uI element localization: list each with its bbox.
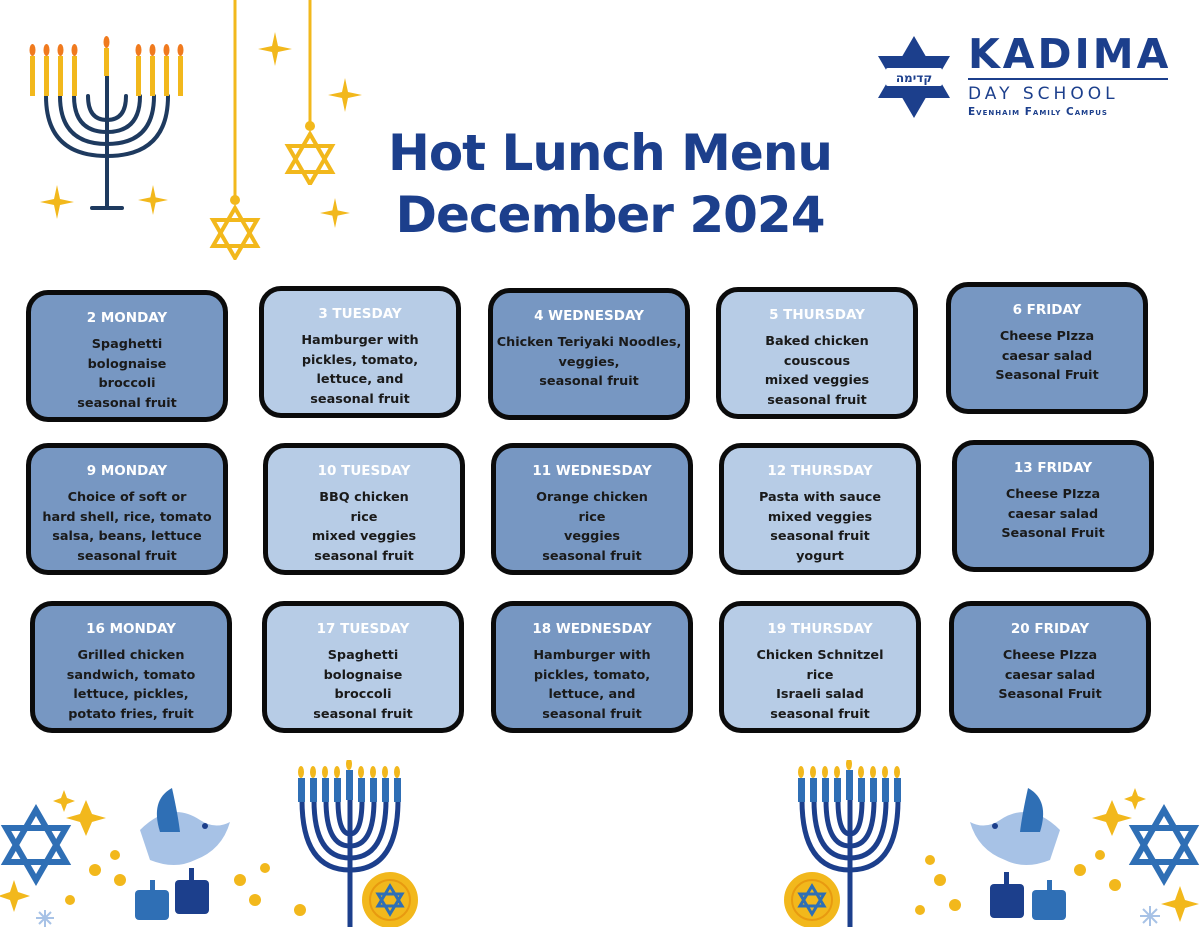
menu-item: seasonal fruit — [313, 706, 413, 722]
menu-item: seasonal fruit — [767, 392, 867, 408]
menu-day-card — [262, 601, 464, 733]
menu-items — [957, 485, 1149, 544]
menu-item: veggies — [563, 529, 621, 544]
menu-item: Chicken Teriyaki Noodles, — [496, 335, 682, 350]
sparkle-icon — [1092, 800, 1132, 836]
menu-day-card — [263, 443, 465, 575]
menu-day-card — [30, 601, 232, 733]
page-title — [330, 122, 890, 246]
star-of-david-icon — [1134, 810, 1194, 880]
sparkle-icon — [40, 185, 74, 219]
hanukkah-decoration-right — [780, 760, 1200, 927]
menu-item: BBQ chicken — [319, 490, 409, 505]
menu-item: Choice of soft or — [67, 490, 187, 505]
menu-item: veggies, — [558, 354, 620, 370]
menu-item: pickles, tomato, — [301, 352, 419, 368]
menu-day-card — [491, 601, 693, 733]
menu-item: Hamburger with — [301, 333, 419, 348]
logo-campus: Evenhaim Family Campus — [968, 106, 1108, 118]
menu-item: seasonal fruit — [310, 391, 410, 407]
menu-item: caesar salad — [1001, 348, 1093, 364]
menu-item: seasonal fruit — [542, 548, 642, 564]
menu-item: Spaghetti — [91, 337, 163, 352]
menu-items — [496, 488, 688, 566]
dreidel-icon — [990, 872, 1066, 920]
menu-item: rice — [350, 509, 378, 525]
menu-items — [954, 646, 1146, 705]
menu-day-card — [719, 443, 921, 575]
logo-subtitle: DAY SCHOOL — [968, 84, 1119, 104]
menu-item: pickles, tomato, — [533, 667, 651, 683]
star-of-david-icon — [6, 810, 66, 880]
menu-item: Seasonal Fruit — [998, 687, 1102, 702]
dove-icon — [140, 788, 230, 865]
star-of-david-icon — [205, 0, 265, 260]
menu-item: mixed veggies — [311, 529, 417, 544]
day-label: 10 TUESDAY — [317, 463, 411, 479]
menu-item: couscous — [783, 353, 851, 369]
hanukkah-decoration-left — [0, 760, 420, 927]
menu-item: caesar salad — [1004, 667, 1096, 683]
menu-items — [31, 488, 223, 566]
menu-item: rice — [806, 667, 834, 683]
menu-items — [496, 646, 688, 724]
day-label: 6 FRIDAY — [1012, 302, 1082, 318]
day-label: 13 FRIDAY — [1013, 460, 1093, 476]
menu-day-card — [26, 290, 228, 422]
title-line-1: Hot Lunch Menu — [387, 124, 833, 182]
menu-item: Seasonal Fruit — [1001, 526, 1105, 541]
coin-icon — [362, 872, 418, 927]
menu-items — [724, 488, 916, 566]
menu-item: Baked chicken — [765, 334, 869, 349]
menu-day-card — [949, 601, 1151, 733]
menu-item: Grilled chicken — [77, 648, 185, 663]
menu-items — [493, 333, 685, 392]
menu-item: seasonal fruit — [77, 395, 177, 411]
menu-day-card — [491, 443, 693, 575]
day-label: 19 THURSDAY — [767, 621, 873, 637]
title-line-2: December 2024 — [395, 186, 825, 244]
menu-day-card — [716, 287, 918, 419]
menu-item: lettuce, pickles, — [73, 687, 189, 702]
star-of-david-icon — [872, 32, 956, 120]
day-label: 18 WEDNESDAY — [532, 621, 652, 637]
dreidel-icon — [135, 868, 209, 920]
day-label: 2 MONDAY — [86, 310, 168, 326]
day-label: 9 MONDAY — [86, 463, 168, 479]
menu-item: Cheese PIzza — [1002, 648, 1098, 663]
logo-divider — [968, 78, 1168, 80]
day-label: 4 WEDNESDAY — [534, 308, 644, 324]
menu-item: salsa, beans, lettuce — [52, 529, 202, 544]
menu-item: caesar salad — [1007, 506, 1099, 522]
menu-item: Orange chicken — [536, 490, 648, 505]
menu-items — [721, 332, 913, 410]
snowflake-icon — [36, 910, 54, 927]
menu-day-card — [259, 286, 461, 418]
snowflake-icon — [1140, 906, 1160, 926]
menu-item: broccoli — [98, 376, 156, 391]
menu-day-card — [952, 440, 1154, 572]
menu-item: lettuce, and — [316, 372, 404, 387]
menu-item: Israeli salad — [776, 687, 864, 702]
day-label: 12 THURSDAY — [767, 463, 873, 479]
menu-items — [267, 646, 459, 724]
day-label: 11 WEDNESDAY — [532, 463, 652, 479]
day-label: 5 THURSDAY — [769, 307, 865, 323]
menu-item: mixed veggies — [764, 373, 870, 388]
menu-item: yogurt — [796, 548, 844, 564]
menu-item: broccoli — [334, 687, 392, 702]
menu-item: Hamburger with — [533, 648, 651, 663]
menu-item: Seasonal Fruit — [995, 368, 1099, 383]
menu-item: mixed veggies — [767, 509, 873, 525]
menu-item: seasonal fruit — [542, 706, 642, 722]
menu-item: potato fries, fruit — [68, 706, 194, 722]
menu-items — [264, 331, 456, 409]
menu-item: bolognaise — [323, 667, 403, 683]
menu-item: seasonal fruit — [770, 706, 870, 722]
menu-items — [951, 327, 1143, 386]
school-logo — [872, 32, 1172, 124]
menu-item: Pasta with sauce — [758, 490, 881, 505]
day-label: 17 TUESDAY — [316, 621, 410, 637]
menu-item: seasonal fruit — [314, 548, 414, 564]
dove-icon — [970, 788, 1060, 865]
menu-day-card — [719, 601, 921, 733]
menu-item: Spaghetti — [327, 648, 399, 663]
menu-items — [268, 488, 460, 566]
logo-hebrew: קדימה — [895, 71, 933, 85]
day-label: 20 FRIDAY — [1010, 621, 1090, 637]
menu-items — [35, 646, 227, 724]
menu-item: Cheese PIzza — [1005, 487, 1101, 502]
menu-day-card — [488, 288, 690, 420]
coin-icon — [784, 872, 840, 927]
sparkle-icon — [66, 800, 106, 836]
menu-item: seasonal fruit — [770, 529, 870, 544]
menu-item: rice — [578, 509, 606, 525]
sparkle-icon — [138, 185, 168, 215]
menu-item: Chicken Schnitzel — [756, 648, 884, 663]
menu-day-card — [946, 282, 1148, 414]
menu-item: bolognaise — [87, 356, 167, 372]
menu-item: seasonal fruit — [77, 548, 177, 564]
logo-name: KADIMA — [968, 30, 1172, 78]
day-label: 3 TUESDAY — [318, 306, 402, 322]
menu-items — [31, 335, 223, 413]
menu-item: Cheese PIzza — [999, 329, 1095, 344]
menu-item: hard shell, rice, tomato — [42, 509, 212, 525]
day-label: 16 MONDAY — [86, 621, 176, 637]
menu-item: seasonal fruit — [539, 374, 639, 389]
menu-item: lettuce, and — [548, 687, 636, 702]
menu-items — [724, 646, 916, 724]
menu-day-card — [26, 443, 228, 575]
menu-item: sandwich, tomato — [66, 667, 196, 683]
